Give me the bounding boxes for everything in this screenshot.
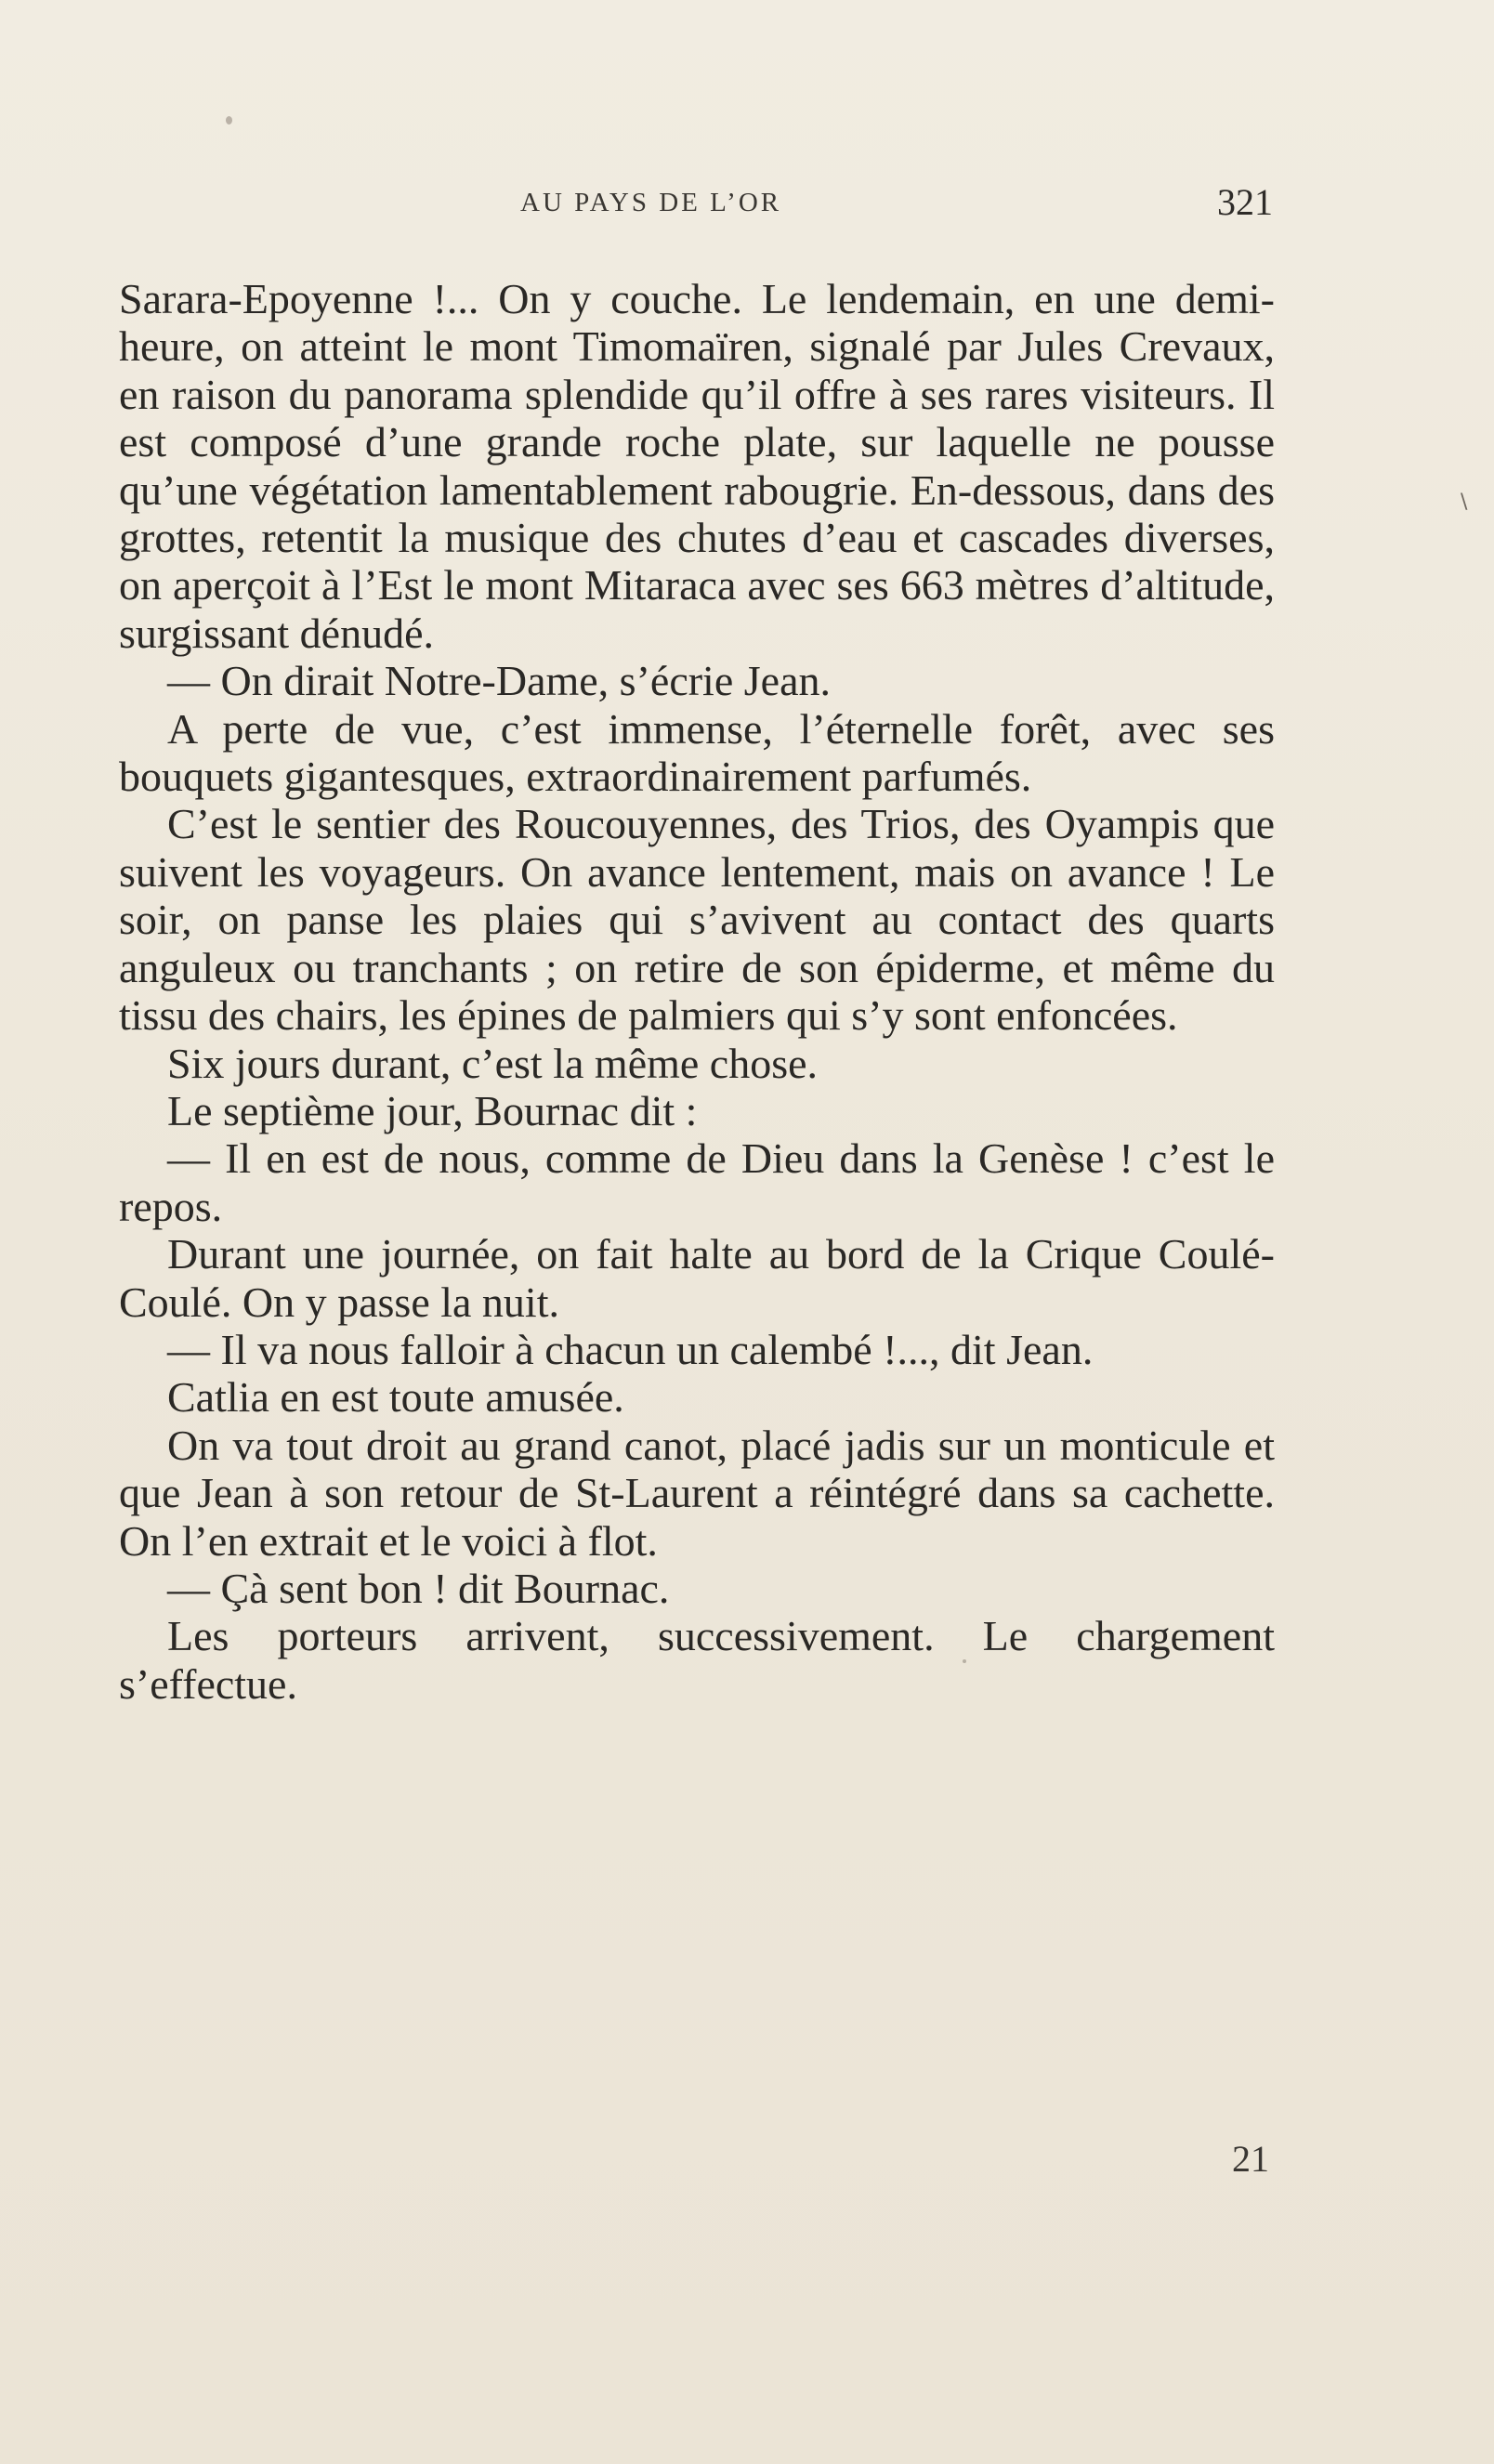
- body-text: [119, 275, 1275, 1708]
- paragraph: Le septième jour, Bournac dit :: [167, 1086, 698, 1134]
- paragraph: — Il va nous falloir à chacun un calembé !..., dit Jean.: [167, 1325, 1094, 1373]
- paragraph: — Il en est de nous, comme de Dieu dans la Genèse ! c’est le repos.: [119, 1134, 1275, 1230]
- running-title: AU PAYS DE L’OR: [520, 188, 782, 217]
- margin-mark: \: [1461, 491, 1468, 514]
- signature-mark: 21: [1232, 2138, 1269, 2180]
- paper-speck: [226, 116, 232, 125]
- paragraph: Durant une journée, on fait halte au bord de la Crique Coulé-Coulé. On y passe la nuit.: [119, 1230, 1275, 1326]
- paragraph: A perte de vue, c’est immense, l’éternelle forêt, avec ses bouquets gigantesques, extraordinairement parfumés.: [119, 704, 1275, 801]
- paragraph: Catlia en est toute amusée.: [167, 1373, 624, 1422]
- paragraph: On va tout droit au grand canot, placé jadis sur un monticule et que Jean à son retour de St-Laurent a réintégré dans sa cachette. On l’en extrait et le voici à flot.: [119, 1421, 1275, 1565]
- paragraph: Les porteurs arrivent, successivement. Le chargement s’effectue.: [119, 1612, 1275, 1708]
- paragraph: Sarara-Epoyenne !... On y couche. Le lendemain, en une demi-heure, on atteint le mont Timomaïren, signalé par Jules Crevaux, en raison du panorama splendide qu’il offre à ses rares visiteurs. Il est composé d’une grande roche plate, sur laquelle ne pousse qu’une végétation lamentablement rabougrie. En-dessous, dans des grottes, retentit la musique des chutes d’eau et cascades diverses, on aperçoit à l’Est le mont Mitaraca avec ses 663 mètres d’altitude, surgissant dénudé.: [119, 275, 1275, 657]
- page-header: [121, 182, 1273, 229]
- paragraph: Six jours durant, c’est la même chose.: [167, 1039, 819, 1087]
- paragraph: C’est le sentier des Roucouyennes, des Trios, des Oyampis que suivent les voyageurs. On avance lentement, mais on avance ! Le soir, on panse les plaies qui s’avivent au contact des quarts anguleux ou tranchants ; on retire de son épiderme, et même du tissu des chairs, les épines de palmiers qui s’y sont enfoncées.: [119, 800, 1275, 1040]
- paragraph: — On dirait Notre-Dame, s’écrie Jean.: [167, 657, 831, 705]
- page-number: 321: [1217, 181, 1273, 223]
- paragraph: — Çà sent bon ! dit Bournac.: [167, 1564, 670, 1612]
